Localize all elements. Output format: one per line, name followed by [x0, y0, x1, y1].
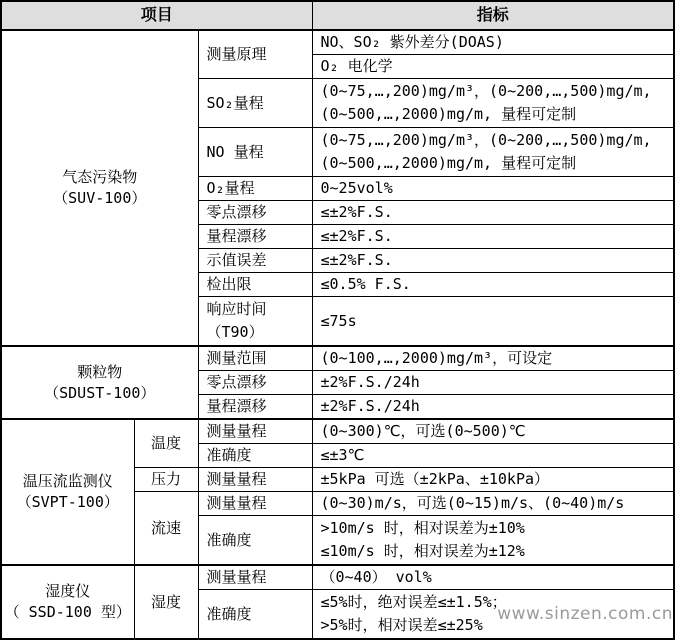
subgroup-cell-temperature: 温度	[134, 419, 198, 468]
value-cell: (0~100,…,2000)mg/m³，可设定	[312, 346, 674, 371]
subgroup-cell-pressure: 压力	[134, 468, 198, 492]
value-cell	[312, 79, 674, 128]
group-model: （SVPT-100）	[16, 493, 119, 511]
group-model: （SUV-100）	[53, 189, 147, 207]
table-row	[1, 346, 674, 371]
param-cell: 零点漂移	[198, 371, 312, 395]
value-cell: ≤75s	[312, 297, 674, 347]
value-cell: ≤±2%F.S.	[312, 201, 674, 225]
group-name: 温压流监测仪	[22, 472, 113, 490]
table-row	[1, 565, 674, 590]
value-line: (0~75,…,200)mg/m³，(0~200,…,500)mg/m,	[320, 131, 652, 149]
value-line: >5%时，相对误差≤±25%	[320, 616, 483, 634]
param-cell: 准确度	[198, 516, 312, 566]
value-line: (0~500,…,2000)mg/m, 量程可定制	[320, 154, 577, 172]
param-cell: 量程漂移	[198, 225, 312, 249]
watermark: www.sinzen.com.cn	[497, 604, 673, 624]
param-cell: O₂量程	[198, 177, 312, 201]
value-line: ≤10m/s 时，相对误差为±12%	[320, 542, 525, 560]
param-cell: SO₂量程	[198, 79, 312, 128]
group-cell-gaseous	[1, 30, 198, 346]
subgroup-cell-humidity: 湿度	[134, 565, 198, 639]
value-cell: ≤±2%F.S.	[312, 225, 674, 249]
group-cell-humidity	[1, 565, 134, 639]
value-line: (0~75,…,200)mg/m³，(0~200,…,500)mg/m,	[320, 82, 652, 100]
group-model: （ SSD-100 型）	[4, 603, 131, 621]
table-header-row	[1, 1, 674, 30]
value-cell: ≤±2%F.S.	[312, 249, 674, 273]
value-line: >10m/s 时，相对误差为±10%	[320, 519, 525, 537]
table-row	[1, 419, 674, 444]
group-model: （SDUST-100）	[44, 383, 156, 402]
table-row	[1, 30, 674, 55]
param-cell: 准确度	[198, 444, 312, 468]
value-cell: NO、SO₂ 紫外差分(DOAS)	[312, 30, 674, 55]
value-cell: O₂ 电化学	[312, 55, 674, 79]
value-cell: ±5kPa 可选（±2kPa、±10kPa）	[312, 468, 674, 492]
value-cell: (0~30)m/s，可选(0~15)m/s、(0~40)m/s	[312, 492, 674, 516]
value-cell: ≤0.5% F.S.	[312, 273, 674, 297]
value-cell: ±2%F.S./24h	[312, 371, 674, 395]
param-cell: 示值误差	[198, 249, 312, 273]
param-cell: 零点漂移	[198, 201, 312, 225]
header-cell-item: 项目	[1, 1, 312, 30]
value-line: (0~500,…,2000)mg/m, 量程可定制	[320, 105, 577, 123]
param-cell: 测量量程	[198, 468, 312, 492]
value-cell: 0~25vol%	[312, 177, 674, 201]
value-cell	[312, 516, 674, 566]
param-cell: 测量量程	[198, 492, 312, 516]
param-cell: 测量原理	[198, 30, 312, 79]
param-cell: 准确度	[198, 590, 312, 640]
param-line: （T90）	[206, 323, 264, 341]
value-line: ≤5%时，绝对误差≤±1.5%；	[320, 593, 507, 611]
group-name: 湿度仪	[45, 582, 91, 600]
subgroup-cell-flow: 流速	[134, 492, 198, 566]
value-cell: ≤±3℃	[312, 444, 674, 468]
value-cell	[312, 128, 674, 177]
value-cell: ±2%F.S./24h	[312, 395, 674, 420]
value-cell: (0~300)℃，可选(0~500)℃	[312, 419, 674, 444]
param-cell: 测量范围	[198, 346, 312, 371]
group-cell-particulate	[1, 346, 198, 419]
param-cell: NO 量程	[198, 128, 312, 177]
header-cell-indicator: 指标	[312, 1, 674, 30]
param-cell: 量程漂移	[198, 395, 312, 420]
param-cell: 测量量程	[198, 419, 312, 444]
param-cell: 检出限	[198, 273, 312, 297]
param-line: 响应时间	[206, 300, 267, 318]
param-cell	[198, 297, 312, 347]
param-cell: 测量量程	[198, 565, 312, 590]
group-name: 颗粒物	[77, 362, 123, 381]
value-cell: （0~40） vol%	[312, 565, 674, 590]
group-cell-tpf	[1, 419, 134, 565]
group-name: 气态污染物	[62, 168, 138, 186]
